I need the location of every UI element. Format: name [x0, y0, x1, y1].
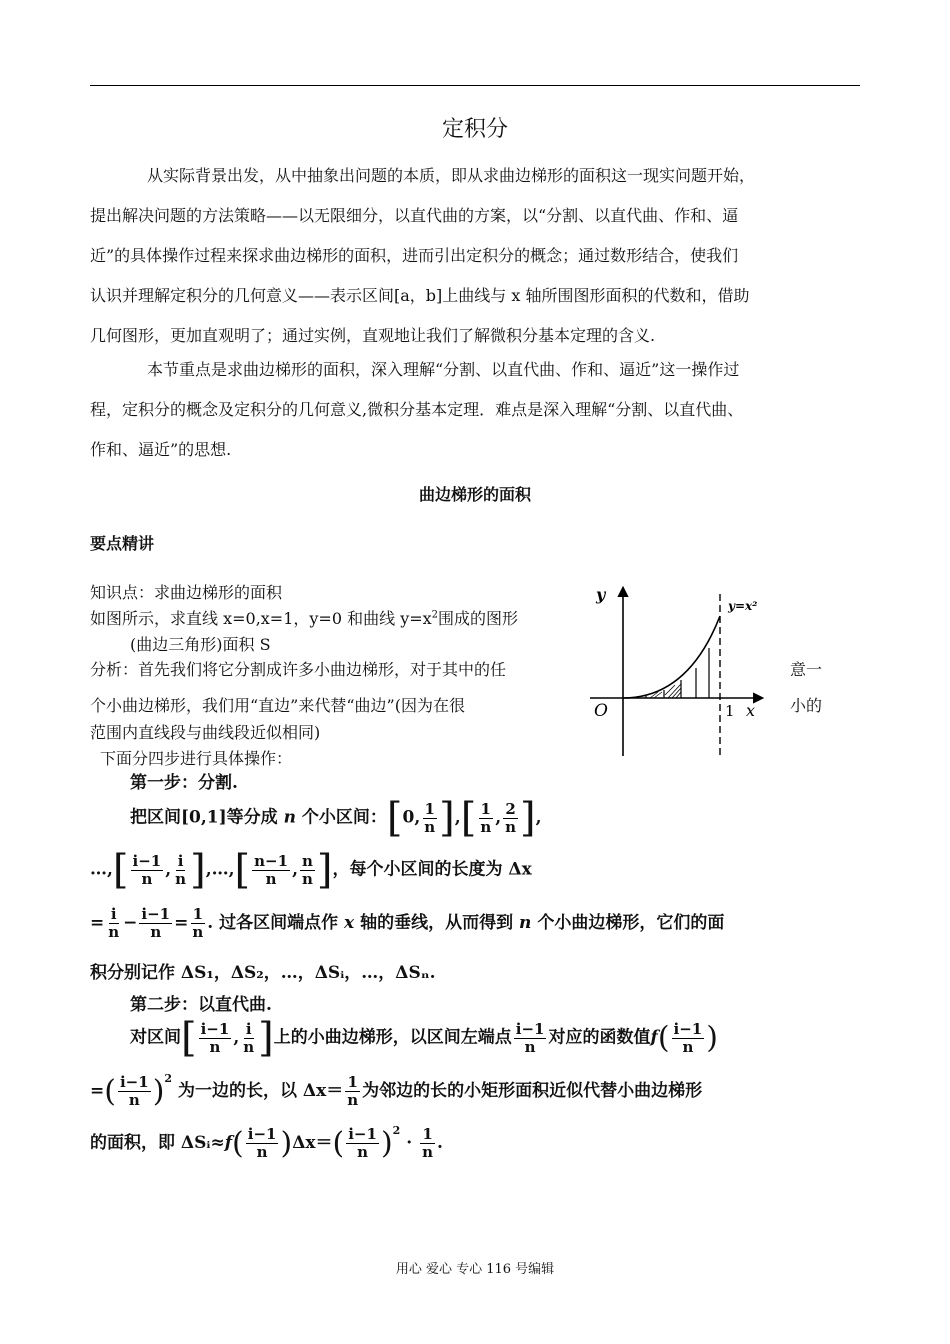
comma: ,	[414, 807, 421, 828]
denominator: n	[150, 923, 162, 941]
numerator: i	[177, 851, 184, 870]
step2-line1: 对区间[ $\frac{i-1}{n}$ , $\frac{i}{n}$ ]上的小曲边梯形，以区间左端点 $\frac{i-1}{n}$ 对应的函数值f( $\frac{i-1}{n}$ )	[130, 1015, 718, 1061]
text: 把区间[0,1]等分成	[130, 807, 278, 828]
denominator: n	[357, 1143, 369, 1161]
comma: ,	[292, 859, 298, 880]
comma: ,	[107, 859, 113, 880]
y-axis-label: y	[596, 585, 606, 604]
period: .	[437, 1133, 443, 1153]
numerator: i−1	[200, 1019, 230, 1038]
dot: ·	[406, 1133, 413, 1153]
numerator: n−1	[254, 851, 289, 870]
step2-title: 第二步：以直代曲.	[130, 995, 272, 1015]
exponent: 2	[164, 1072, 173, 1085]
x-axis-label: x	[746, 701, 756, 720]
comma: ,	[165, 859, 172, 880]
numerator: i−1	[348, 1125, 377, 1143]
knowledge-line: 分析：首先我们将它分割成许多小曲边梯形，对于其中的任	[90, 660, 507, 679]
comma: ,	[233, 1027, 240, 1048]
var-x: x	[344, 913, 355, 933]
intro-line: 作和、逼近”的思想.	[90, 440, 232, 459]
numerator: 1	[424, 799, 435, 818]
text: 个小曲边梯形，它们的面	[537, 913, 725, 933]
intro-paragraph-2	[90, 350, 860, 470]
knowledge-line: (曲边三角形)面积 S	[130, 635, 271, 654]
fraction	[420, 1126, 435, 1161]
denominator: n	[141, 869, 153, 888]
fraction	[190, 906, 205, 941]
step2-line3: 的面积，即 ΔSᵢ≈f( $\frac{i-1}{n}$ )Δx＝( $\frac{i-1}{n}$ )$^2$ · $\frac{1}{n}$ .	[90, 1124, 443, 1161]
fraction	[346, 1126, 379, 1161]
text: 为邻边的长的小矩形面积近似代替小曲边梯形	[362, 1081, 703, 1101]
one-label: 1	[725, 702, 735, 720]
num: 0	[402, 807, 415, 828]
comma: ,	[495, 807, 502, 828]
text: Δx＝	[292, 1133, 333, 1153]
page-footer: 用心 爱心 专心 116 号编辑	[395, 1262, 555, 1277]
numerator: 1	[422, 1125, 433, 1143]
denominator: n	[505, 817, 517, 836]
denominator: n	[480, 817, 492, 836]
fraction	[300, 853, 315, 888]
numerator: i−1	[141, 905, 171, 923]
comma: ,	[535, 807, 542, 828]
numerator: i−1	[119, 1073, 149, 1091]
numerator: n	[301, 851, 313, 870]
text: . 过各区间端点作	[207, 913, 339, 933]
numerator: i−1	[515, 1019, 545, 1038]
step1-line3	[90, 906, 724, 941]
step1-line2: …,[ $\frac{i-1}{n}$ , $\frac{i}{n}$ ],…,[ $\frac{n-1}{n}$ , $\frac{n}{n}$ ]，每个小区间的长度为 Δx	[90, 847, 532, 893]
comma: ,	[205, 859, 212, 880]
knowledge-line: 意一	[790, 660, 823, 679]
numerator: i	[245, 1019, 252, 1038]
intro-line: 认识并理解定积分的几何意义——表示区间[a，b]上曲线与 x 轴所围图形面积的代数和，借助	[90, 286, 750, 305]
step1-title: 第一步：分割.	[130, 773, 238, 793]
fraction	[131, 853, 164, 888]
numerator: 1	[347, 1073, 358, 1091]
step1-line4: 积分别记作 ΔS₁，ΔS₂，…，ΔSᵢ，…，ΔSₙ.	[90, 963, 436, 983]
fraction	[173, 853, 188, 888]
step1-line1: 把区间[0,1]等分成 n 个小区间：[0, $\frac{1}{n}$ ],[ $\frac{1}{n}$ , $\frac{2}{n}$ ],	[130, 795, 542, 841]
exponent: 2	[392, 1124, 401, 1137]
numerator: i−1	[132, 851, 162, 870]
denominator: n	[209, 1037, 221, 1056]
text: 个小区间：	[301, 807, 387, 828]
var-n: n	[519, 913, 532, 933]
comma: ,	[228, 859, 235, 880]
minus: −	[123, 913, 138, 933]
fraction	[422, 801, 437, 836]
subsection-title: 要点精讲	[90, 534, 155, 553]
knowledge-line: 下面分四步进行具体操作：	[100, 749, 293, 768]
denominator: n	[347, 1091, 359, 1109]
fraction	[118, 1074, 151, 1109]
denominator: n	[424, 817, 436, 836]
denominator: n	[108, 923, 120, 941]
denominator: n	[128, 1091, 140, 1109]
text: 上的小曲边梯形，以区间左端点	[273, 1027, 512, 1048]
text: 为一边的长，以 Δx＝	[177, 1081, 344, 1101]
denominator: n	[175, 869, 187, 888]
numerator: i−1	[673, 1019, 703, 1038]
var-f: f	[650, 1027, 658, 1048]
fraction	[246, 1126, 279, 1161]
text: ，每个小区间的长度为 Δx	[332, 859, 532, 880]
fraction	[672, 1021, 705, 1056]
intro-line: 本节重点是求曲边梯形的面积，深入理解“分割、以直代曲、作和、逼近”这一操作过	[147, 360, 740, 379]
var-f: f	[224, 1133, 233, 1153]
intro-line: 几何图形，更加直观明了；通过实例，直观地让我们了解微积分基本定理的含义.	[90, 326, 656, 345]
fraction	[139, 906, 172, 941]
parabola-curve	[623, 616, 720, 698]
denominator: n	[256, 1143, 268, 1161]
header-rule	[90, 85, 860, 86]
text: 对区间	[130, 1027, 181, 1048]
text: 的面积，即 ΔSᵢ≈	[90, 1133, 225, 1153]
equals: =	[90, 1081, 105, 1101]
superscript: 2	[431, 609, 439, 621]
intro-line: 程，定积分的概念及定积分的几何意义,微积分基本定理．难点是深入理解“分割、以直代曲、	[90, 400, 744, 419]
step2-line2: =( $\frac{i-1}{n}$ )$^2$ 为一边的长，以 Δx＝ $\frac{1}{n}$ 为邻边的长的小矩形面积近似代替小曲边梯形	[90, 1072, 703, 1109]
denominator: n	[192, 923, 204, 941]
text: 围成的图形	[438, 609, 519, 628]
fraction	[478, 801, 493, 836]
var-n: n	[283, 807, 296, 828]
fraction	[241, 1021, 256, 1056]
numerator: 1	[192, 905, 204, 923]
curve-area-figure	[588, 582, 788, 758]
numerator: 2	[505, 799, 516, 818]
curve-label: y=x²	[728, 599, 758, 613]
page-title: 定积分	[441, 117, 508, 142]
numerator: i−1	[247, 1125, 277, 1143]
fraction	[503, 801, 518, 836]
section-title: 曲边梯形的面积	[418, 485, 531, 504]
text: 轴的垂线，从而得到	[360, 913, 514, 933]
equals: =	[174, 913, 189, 933]
fraction	[345, 1074, 360, 1109]
fraction	[199, 1021, 232, 1056]
knowledge-line: 小的	[790, 696, 823, 715]
comma: ,	[454, 807, 461, 828]
denominator: n	[301, 869, 313, 888]
text: 对应的函数值	[548, 1027, 651, 1048]
text: 如图所示，求直线 x=0,x=1，y=0 和曲线 y=x	[90, 609, 432, 628]
numerator: 1	[480, 799, 491, 818]
intro-line: 近”的具体操作过程来探求曲边梯形的面积，进而引出定积分的概念；通过数形结合，使我们	[90, 246, 739, 265]
denominator: n	[422, 1143, 433, 1161]
denominator: n	[682, 1037, 694, 1056]
ellipsis: …	[90, 859, 107, 880]
intro-line: 从实际背景出发，从中抽象出问题的本质，即从求曲边梯形的面积这一现实问题开始，	[147, 166, 756, 185]
equals: =	[90, 913, 105, 933]
fraction	[252, 853, 290, 888]
fraction	[106, 906, 121, 941]
intro-line: 提出解决问题的方法策略——以无限细分，以直代曲的方案，以“分割、以直代曲、作和、逼	[90, 206, 739, 225]
knowledge-line: 知识点：求曲边梯形的面积	[90, 583, 283, 602]
origin-label: O	[594, 701, 608, 721]
knowledge-line: 个小曲边梯形，我们用“直边”来代替“曲边”(因为在很	[90, 696, 465, 715]
denominator: n	[524, 1037, 536, 1056]
knowledge-line: 范围内直线段与曲线段近似相同)	[90, 723, 321, 742]
ellipsis: …	[211, 859, 229, 880]
denominator: n	[243, 1037, 255, 1056]
intro-paragraph-1	[90, 156, 860, 356]
knowledge-line	[90, 606, 518, 629]
numerator: i	[110, 905, 117, 923]
denominator: n	[265, 869, 277, 888]
fraction	[514, 1021, 547, 1056]
